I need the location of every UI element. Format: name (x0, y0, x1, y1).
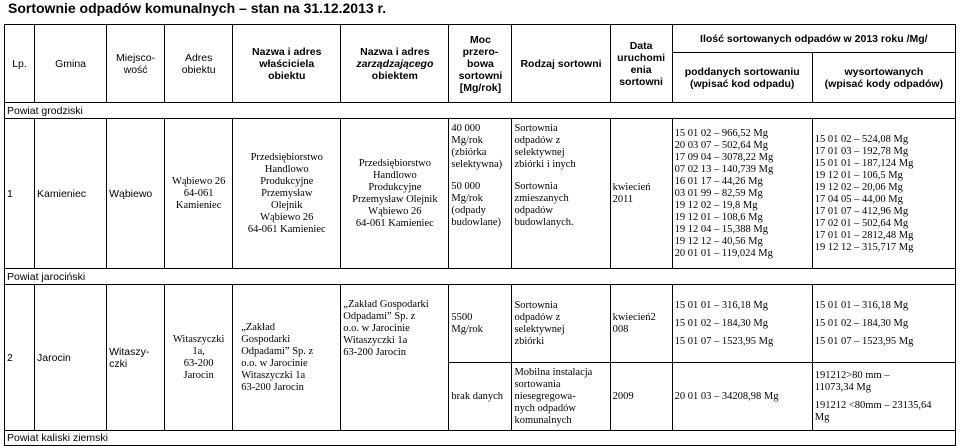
row2-wysortowanych-a: 15 01 01 – 316,18 Mg 15 01 02 – 184,30 Mg 15 01 07 – 1523,95 Mg (812, 285, 955, 363)
document-title: Sortownie odpadów komunalnych – stan na 31.12.2013 r. (8, 0, 387, 16)
header-miejscowosc: Miejsco- wość (107, 25, 165, 103)
header-zarzadzajacy: Nazwa i adres zarządzającego obiektem (341, 25, 449, 103)
header-poddanych: poddanych sortowaniu (wpisać kod odpadu) (672, 53, 812, 103)
row2-moc-a: 5500 Mg/rok (449, 285, 512, 363)
row2-miejscowosc: Witaszy- czki (107, 285, 165, 431)
row1-poddanych: 15 01 02 – 966,52 Mg 20 03 07 – 502,64 Mg 17 09 04 – 3078,22 Mg 07 02 13 – 140,739 Mg 16 01 17 – 44,26 Mg 03 01 99 – 82,59 Mg 19 12 02 – 19,8 Mg 19 12 01 – 108,6 Mg 19 12 04 – 15,388 Mg 19 12 12 – 40,56 Mg 20 01 01 – 119,024 Mg (672, 119, 812, 269)
header-moc: Moc przero- bowa sortowni [Mg/rok] (449, 25, 512, 103)
row1-data: kwiecień 2011 (610, 119, 672, 269)
row1-miejscowosc: Wąbiewo (107, 119, 165, 269)
sorting-facilities-table (4, 24, 956, 446)
row2-rodzaj-b: Mobilna instalacja sortowania niesegregowa- nych odpadów komunalnych (512, 363, 610, 431)
region-grodziski: Powiat grodziski (5, 103, 956, 119)
row2-data-b: 2009 (610, 363, 672, 431)
header-gmina: Gmina (35, 25, 107, 103)
header-lp: Lp. (5, 25, 35, 103)
row2-lp: 2 (5, 285, 35, 431)
row2-data-a: kwiecień2 008 (610, 285, 672, 363)
row2-gmina: Jarocin (35, 285, 107, 431)
header-rodzaj: Rodzaj sortowni (512, 25, 610, 103)
header-ilosc: Ilość sortowanych odpadów w 2013 roku /Mg/ (672, 25, 955, 53)
header-adres: Adres obiektu (165, 25, 233, 103)
row1-gmina: Kamieniec (35, 119, 107, 269)
row2-poddanych-a: 15 01 01 – 316,18 Mg 15 01 02 – 184,30 Mg 15 01 07 – 1523,95 Mg (672, 285, 812, 363)
row2-moc-b: brak danych (449, 363, 512, 431)
row1-moc: 40 000 Mg/rok (zbiórka selektywna) 50 000 Mg/rok (odpady budowlane) (449, 119, 512, 269)
row1-wlasciciel: Przedsiębiorstwo Handlowo Produkcyjne Przemysław Olejnik Wąbiewo 26 64-061 Kamieniec (233, 119, 341, 269)
row2-wlasciciel: „Zakład Gospodarki Odpadami” Sp. z o.o. w Jarocinie Witaszyczki 1a 63-200 Jarocin (233, 285, 341, 431)
row1-adres: Wąbiewo 26 64-061 Kamieniec (165, 119, 233, 269)
row2-zarzadzajacy: „Zakład Gospodarki Odpadami” Sp. z o.o. w Jarocinie Witaszyczki 1a 63-200 Jarocin (341, 285, 449, 431)
row1-lp: 1 (5, 119, 35, 269)
row1-wysortowanych: 15 01 02 – 524,08 Mg 17 01 03 – 192,78 Mg 15 01 01 – 187,124 Mg 19 12 01 – 106,5 Mg 19 12 02 – 20,06 Mg 17 04 05 – 44,00 Mg 17 01 07 – 412,96 Mg 17 02 01 – 502,64 Mg 17 01 01 – 2812,48 Mg 19 12 12 – 315,717 Mg (812, 119, 955, 269)
region-kaliski: Powiat kaliski ziemski (5, 431, 956, 446)
row2-rodzaj-a: Sortownia odpadów z selektywnej zbiórki (512, 285, 610, 363)
region-jarocinski: Powiat jarociński (5, 269, 956, 285)
header-wysortowanych: wysortowanych (wpisać kody odpadów) (812, 53, 955, 103)
row2-poddanych-b: 20 01 03 – 34208,98 Mg (672, 363, 812, 431)
row1-zarzadzajacy: Przedsiębiorstwo Handlowo Produkcyjne Przemysław Olejnik Wąbiewo 26 64-061 Kamieniec (341, 119, 449, 269)
row2-wysortowanych-b: 191212>80 mm – 11073,34 Mg 191212 <80mm – 23135,64 Mg (812, 363, 955, 431)
header-wlasciciel: Nazwa i adres właściciela obiektu (233, 25, 341, 103)
header-data: Data uruchomi enia sortowni (610, 25, 672, 103)
row2-adres: Witaszyczki 1a, 63-200 Jarocin (165, 285, 233, 431)
row1-rodzaj: Sortownia odpadów z selektywnej zbiórki i inych Sortownia zmieszanych odpadów budowlanych. (512, 119, 610, 269)
